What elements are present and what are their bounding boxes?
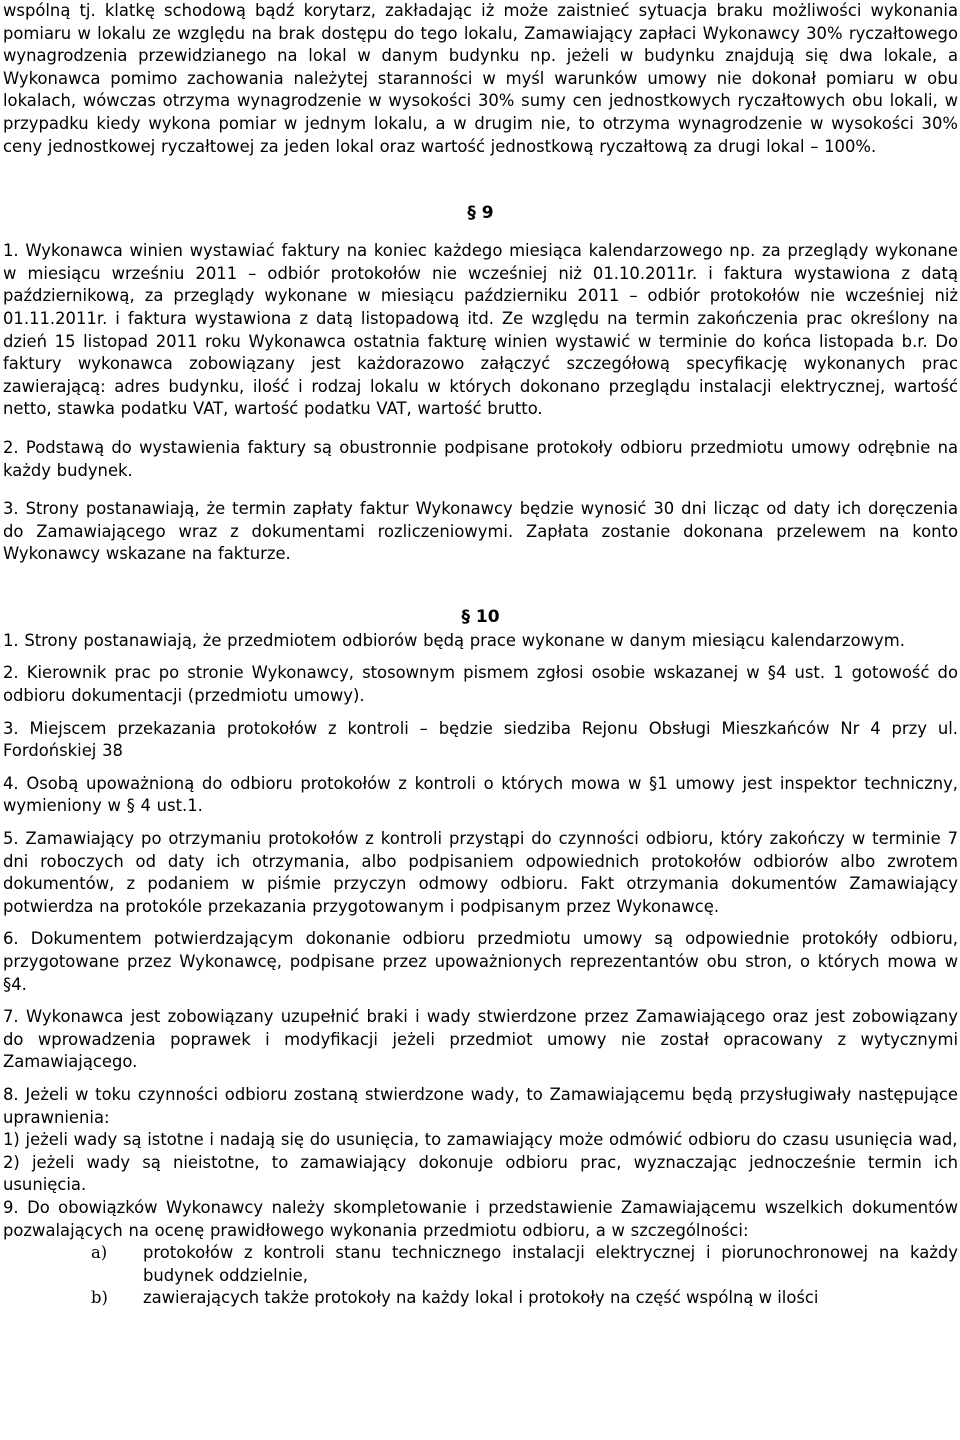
document-page bbox=[3, 0, 958, 1310]
sub-item-b-label: b) bbox=[91, 1288, 108, 1308]
section-10-point-2: 2) jeżeli wady są nieistotne, to zamawiający dokonuje odbioru prac, wyznaczając jednocześnie termin ich usunięcia. bbox=[3, 1152, 958, 1195]
section-10-para-7: 7. Wykonawca jest zobowiązany uzupełnić braki i wady stwierdzone przez Zamawiającego oraz jest zobowiązany do wprowadzenia poprawek i modyfikacji jeżeli przedmiot umowy nie został opracowany z wytycznymi Zamawiającego. bbox=[3, 1007, 958, 1072]
sub-item-b-text: zawierających także protokoły na każdy lokal i protokoły na część wspólną w ilości bbox=[143, 1288, 819, 1308]
intro-paragraph: wspólną tj. klatkę schodową bądź korytarz, zakładając iż może zaistnieć sytuacja braku możliwości wykonania pomiaru w lokalu ze względu na brak dostępu do tego lokalu, Zamawiający zapłaci Wykonawcy 30% ryczałtowego wynagrodzenia przewidzianego na lokal w danym budynku np. jeżeli w budynku znajdują się dwa lokale, a Wykonawca pomimo zachowania należytej staranności w myśl warunków umowy nie dokonał pomiaru w obu lokalach, wówczas otrzyma wynagrodzenie w wysokości 30% sumy cen jednostkowych ryczałtowych obu lokali, w przypadku kiedy wykona pomiar w jednym lokalu, a w drugim nie, to otrzyma wynagrodzenie w wysokości 30% ceny jednostkowej ryczałtowej za jeden lokal oraz wartość jednostkową ryczałtową za drugi lokal – 100%. bbox=[3, 1, 958, 156]
section-9-heading: § 9 bbox=[467, 203, 494, 224]
sub-item-a bbox=[3, 1242, 958, 1287]
section-10-para-2: 2. Kierownik prac po stronie Wykonawcy, stosownym pismem zgłosi osobie wskazanej w §4 ust. 1 gotowość do odbioru dokumentacji (przedmiotu umowy). bbox=[3, 663, 958, 706]
section-10-para-8: 8. Jeżeli w toku czynności odbioru zostaną stwierdzone wady, to Zamawiającemu będą przysługiwały następujące uprawnienia: bbox=[3, 1084, 958, 1127]
section-10-para-6: 6. Dokumentem potwierdzającym dokonanie odbioru przedmiotu umowy są odpowiednie protokóły odbioru, przygotowane przez Wykonawcę, podpisane przez upoważnionych reprezentantów obu stron, o których mowa w §4. bbox=[3, 929, 958, 994]
section-10-para-4: 4. Osobą upoważnioną do odbioru protokołów z kontroli o których mowa w §1 umowy jest inspektor techniczny, wymieniony w § 4 ust.1. bbox=[3, 773, 958, 816]
section-9-para-2: 2. Podstawą do wystawienia faktury są obustronnie podpisane protokoły odbioru przedmiotu umowy odrębnie na każdy budynek. bbox=[3, 437, 958, 480]
section-10-para-3: 3. Miejscem przekazania protokołów z kontroli – będzie siedziba Rejonu Obsługi Mieszkańców Nr 4 przy ul. Fordońskiej 38 bbox=[3, 718, 958, 761]
section-9-para-1: 1. Wykonawca winien wystawiać faktury na koniec każdego miesiąca kalendarzowego np. za przeglądy wykonane w miesiącu wrześniu 2011 – odbiór protokołów nie wcześniej niż 01.10.2011r. i faktura wystawiona z datą październikową, za przeglądy wykonane w miesiącu październiku 2011 – odbiór protokołów nie wcześniej niż 01.11.2011r. i faktura wystawiona z datą listopadową itd. Ze względu na termin zakończenia prac określony na dzień 15 listopad 2011 roku Wykonawca ostatnia fakturę winien wystawić w terminie do końca listopada b.r. Do faktury wykonawca zobowiązany jest każdorazowo załączyć szczegółową specyfikację wykonanych prac zawierającą: adres budynku, ilość i rodzaj lokalu w których dokonano przeglądu instalacji elektrycznej, wartość netto, stawka podatku VAT, wartość podatku VAT, wartość brutto. bbox=[3, 241, 958, 419]
section-10-para-5: 5. Zamawiający po otrzymaniu protokołów z kontroli przystąpi do czynności odbioru, który zakończy w terminie 7 dni roboczych od daty ich otrzymania, albo podpisaniem odpowiednich protokołów odbiorów albo zwrotem dokumentów, z podaniem w piśmie przyczyn odmowy odbioru. Fakt otrzymania dokumentów Zamawiający potwierdza na protokóle przekazania przygotowanym i podpisanym przez Wykonawcę. bbox=[3, 829, 958, 916]
sub-item-b bbox=[3, 1287, 958, 1310]
section-10-point-1: 1) jeżeli wady są istotne i nadają się do usunięcia, to zamawiający może odmówić odbioru do czasu usunięcia wad, bbox=[3, 1130, 958, 1150]
section-9-para-3: 3. Strony postanawiają, że termin zapłaty faktur Wykonawcy będzie wynosić 30 dni licząc od daty ich doręczenia do Zamawiającego wraz z dokumentami rozliczeniowymi. Zapłata zostanie dokonana przelewem na konto Wykonawcy wskazane na fakturze. bbox=[3, 499, 958, 564]
section-10-para-9: 9. Do obowiązków Wykonawcy należy skompletowanie i przedstawienie Zamawiającemu wszelkich dokumentów pozwalających na ocenę prawidłowego wykonania przedmiotu odbioru, a w szczególności: bbox=[3, 1197, 958, 1240]
sub-item-a-text: protokołów z kontroli stanu technicznego instalacji elektrycznej i piorunochronowej na każdy budynek oddzielnie, bbox=[143, 1243, 958, 1285]
sub-item-a-label: a) bbox=[91, 1243, 108, 1263]
section-10-para-1: 1. Strony postanawiają, że przedmiotem odbiorów będą prace wykonane w danym miesiącu kalendarzowym. bbox=[3, 630, 905, 650]
section-10-heading: § 10 bbox=[461, 606, 500, 627]
